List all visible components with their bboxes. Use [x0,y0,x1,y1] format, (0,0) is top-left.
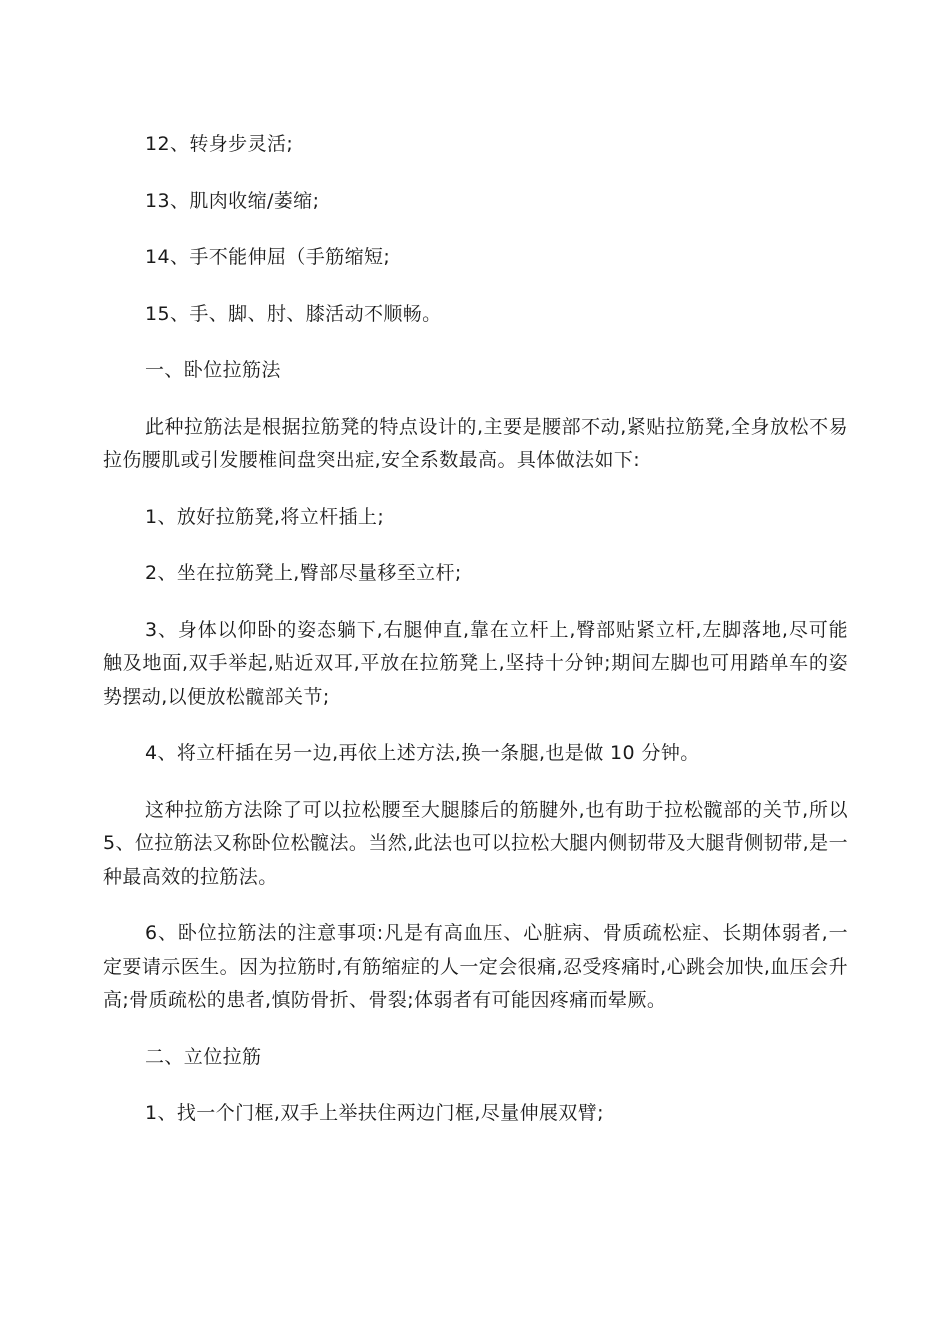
intro-paragraph: 此种拉筋法是根据拉筋凳的特点设计的,主要是腰部不动,紧贴拉筋凳,全身放松不易拉伤腰肌或引发腰椎间盘突出症,安全系数最高。具体做法如下: [103,415,848,471]
standing-step-1: 1、找一个门框,双手上举扶住两边门框,尽量伸展双臂; [145,1102,604,1124]
benefit-paragraph: 这种拉筋方法除了可以拉松腰至大腿膝后的筋腱外,也有助于拉松髋部的关节,所以 5、位拉筋法又称卧位松髋法。当然,此法也可以拉松大腿内侧韧带及大腿背侧韧带,是一种最高效的拉筋法。 [103,798,848,888]
section-heading-lying-stretch: 一、卧位拉筋法 [145,359,281,381]
section-heading-standing-stretch: 二、立位拉筋 [145,1045,262,1068]
list-item-15: 15、手、脚、肘、膝活动不顺畅。 [145,302,442,325]
list-item-12: 12、转身步灵活; [145,133,294,155]
list-item-14: 14、手不能伸屈（手筋缩短; [145,246,391,268]
step-3: 3、身体以仰卧的姿态躺下,右腿伸直,靠在立杆上,臀部贴紧立杆,左脚落地,尽可能触及地面,双手举起,贴近双耳,平放在拉筋凳上,坚持十分钟;期间左脚也可用踏单车的姿势摆动,以便放松髋部关节; [103,618,848,708]
list-item-13: 13、肌肉收缩/萎缩; [145,189,320,212]
document-body [103,128,848,1131]
step-4: 4、将立杆插在另一边,再依上述方法,换一条腿,也是做 10 分钟。 [145,742,700,764]
step-2: 2、坐在拉筋凳上,臀部尽量移至立杆; [145,562,462,584]
step-1: 1、放好拉筋凳,将立杆插上; [145,505,385,528]
precautions-paragraph: 6、卧位拉筋法的注意事项:凡是有高血压、心脏病、骨质疏松症、长期体弱者,一定要请示医生。因为拉筋时,有筋缩症的人一定会很痛,忍受疼痛时,心跳会加快,血压会升高;骨质疏松的患者,慎防骨折、骨裂;体弱者有可能因疼痛而晕厥。 [103,922,848,1011]
